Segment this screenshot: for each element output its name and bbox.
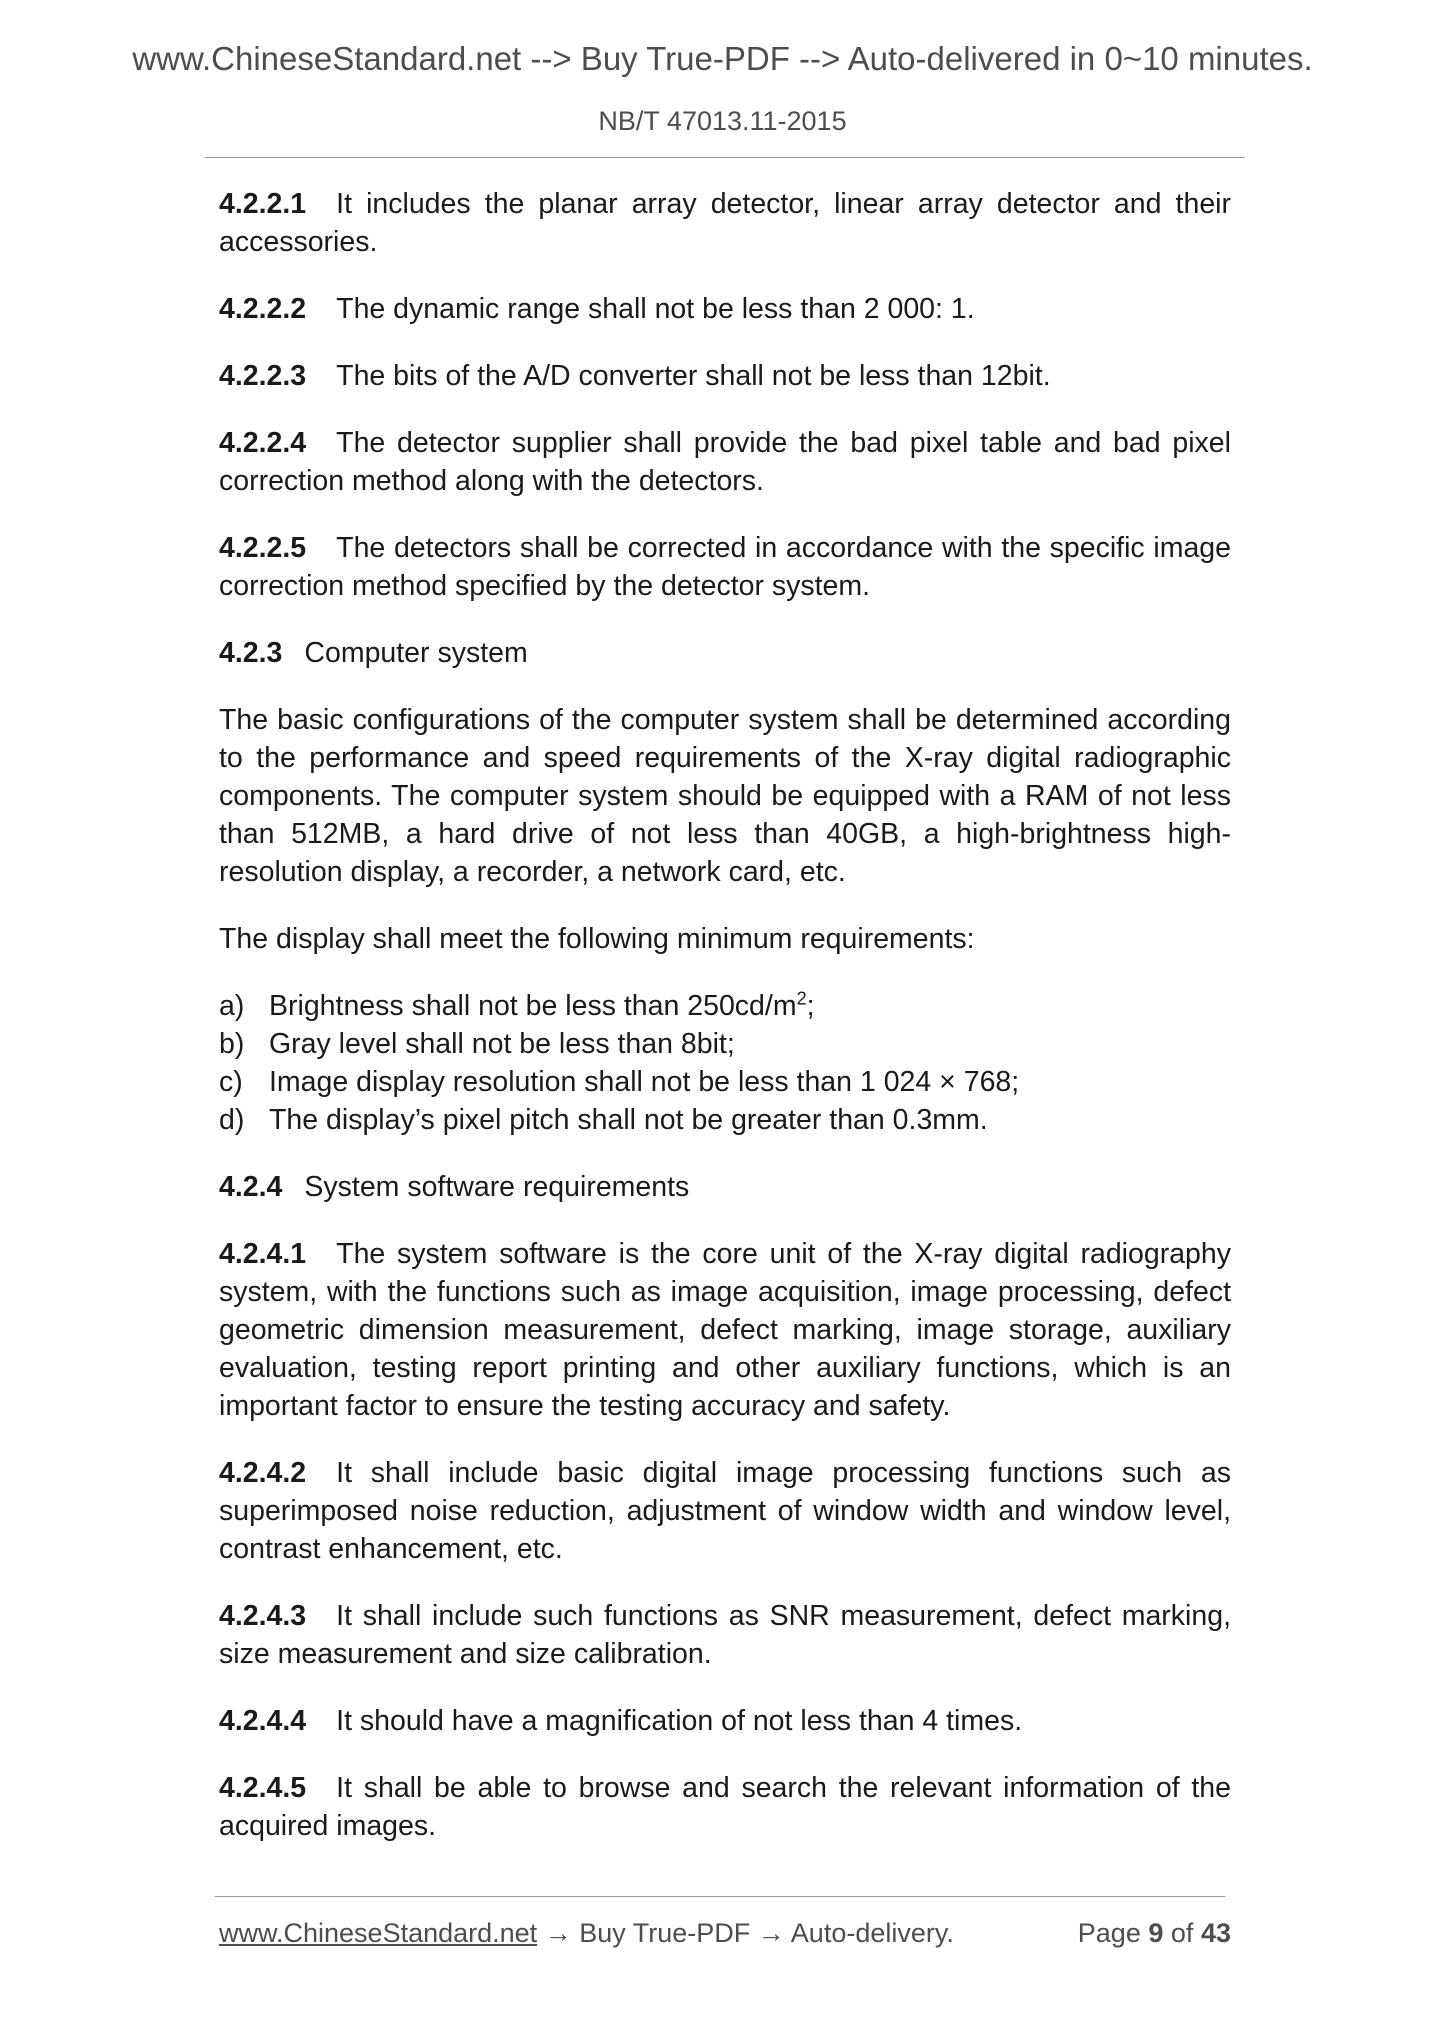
clause-text: It shall be able to browse and search the relevant information of the acquired images. bbox=[219, 1772, 1231, 1842]
clause-number: 4.2.2.3 bbox=[219, 360, 307, 392]
display-requirements-list bbox=[219, 987, 1231, 1139]
clause-text: It includes the planar array detector, linear array detector and their accessories. bbox=[219, 188, 1231, 258]
page-content bbox=[219, 185, 1231, 1874]
clause-4-2-4-1 bbox=[219, 1235, 1231, 1425]
clause-text: It should have a magnification of not less than 4 times. bbox=[336, 1705, 1023, 1737]
of-label: of bbox=[1170, 1918, 1194, 1948]
section-4-2-3-heading bbox=[219, 634, 1231, 672]
clause-4-2-2-4 bbox=[219, 424, 1231, 500]
list-marker: d) bbox=[219, 1104, 245, 1136]
footer-auto-text: Auto-delivery. bbox=[790, 1918, 954, 1948]
display-intro: The display shall meet the following minimum requirements: bbox=[219, 923, 975, 955]
list-text: Brightness shall not be less than 250cd/m bbox=[269, 990, 797, 1022]
list-text: The display’s pixel pitch shall not be greater than 0.3mm. bbox=[269, 1104, 988, 1136]
clause-text: It shall include basic digital image processing functions such as superimposed noise reduction, adjustment of window width and window level, contrast enhancement, etc. bbox=[219, 1457, 1231, 1565]
section-number: 4.2.3 bbox=[219, 637, 283, 669]
clause-number: 4.2.4.5 bbox=[219, 1772, 307, 1804]
clause-text: The detector supplier shall provide the bad pixel table and bad pixel correction method along with the detectors. bbox=[219, 427, 1231, 497]
clause-4-2-4-5 bbox=[219, 1769, 1231, 1845]
clause-number: 4.2.2.5 bbox=[219, 532, 307, 564]
list-item bbox=[219, 987, 1231, 1025]
clause-4-2-2-5 bbox=[219, 529, 1231, 605]
header-banner: www.ChineseStandard.net --> Buy True-PDF --> Auto-delivered in 0~10 minutes. bbox=[132, 40, 1313, 77]
list-marker: c) bbox=[219, 1066, 243, 1098]
clause-4-2-2-2 bbox=[219, 290, 1231, 328]
clause-text: The bits of the A/D converter shall not be less than 12bit. bbox=[336, 360, 1051, 392]
page-number: 9 bbox=[1148, 1918, 1164, 1948]
clause-text: The detectors shall be corrected in accordance with the specific image correction method specified by the detector system. bbox=[219, 532, 1231, 602]
clause-4-2-2-3 bbox=[219, 357, 1231, 395]
footer-site-link[interactable]: www.ChineseStandard.net bbox=[219, 1918, 538, 1948]
page-label: Page bbox=[1077, 1918, 1141, 1948]
clause-number: 4.2.4.3 bbox=[219, 1600, 307, 1632]
clause-4-2-4-3 bbox=[219, 1597, 1231, 1673]
clause-number: 4.2.2.2 bbox=[219, 293, 307, 325]
section-title: System software requirements bbox=[304, 1171, 690, 1203]
list-marker: a) bbox=[219, 990, 245, 1022]
section-4-2-4-heading bbox=[219, 1168, 1231, 1206]
page-footer bbox=[219, 1918, 1231, 1958]
computer-system-paragraph: The basic configurations of the computer system shall be determined according to the performance and speed requirements of the X-ray digital radiographic components. The computer system should be equipped with a RAM of not less than 512MB, a hard drive of not less than 40GB, a high-brightness high-resolution display, a recorder, a network card, etc. bbox=[219, 704, 1231, 888]
clause-number: 4.2.4.4 bbox=[219, 1705, 307, 1737]
arrow-icon: → bbox=[544, 1918, 572, 1948]
document-id: NB/T 47013.11-2015 bbox=[598, 106, 847, 136]
clause-number: 4.2.2.1 bbox=[219, 188, 307, 220]
clause-text: It shall include such functions as SNR measurement, defect marking, size measurement and size calibration. bbox=[219, 1600, 1231, 1670]
clause-text: The system software is the core unit of the X-ray digital radiography system, with the functions such as image acquisition, image processing, defect geometric dimension measurement, defect marking, image storage, auxiliary evaluation, testing report printing and other auxiliary functions, which is an important factor to ensure the testing accuracy and safety. bbox=[219, 1238, 1231, 1422]
list-text-tail: ; bbox=[806, 990, 815, 1022]
superscript: 2 bbox=[796, 988, 807, 1009]
clause-4-2-4-2 bbox=[219, 1454, 1231, 1568]
clause-4-2-4-4 bbox=[219, 1702, 1231, 1740]
footer-buy-text: Buy True-PDF bbox=[579, 1918, 751, 1948]
page-indicator bbox=[1078, 1918, 1231, 1949]
footer-divider bbox=[215, 1896, 1225, 1897]
header-divider bbox=[205, 157, 1245, 158]
clause-text: The dynamic range shall not be less than 2 000: 1. bbox=[336, 293, 975, 325]
section-number: 4.2.4 bbox=[219, 1171, 283, 1203]
list-text: Gray level shall not be less than 8bit; bbox=[269, 1028, 735, 1060]
clause-4-2-2-1 bbox=[219, 185, 1231, 261]
section-title: Computer system bbox=[304, 637, 528, 669]
arrow-icon: → bbox=[757, 1918, 785, 1948]
clause-number: 4.2.4.2 bbox=[219, 1457, 307, 1489]
list-text: Image display resolution shall not be less than 1 024 × 768; bbox=[269, 1066, 1020, 1098]
list-marker: b) bbox=[219, 1028, 245, 1060]
list-item bbox=[219, 1101, 1231, 1139]
list-item bbox=[219, 1025, 1231, 1063]
clause-number: 4.2.2.4 bbox=[219, 427, 307, 459]
page-total: 43 bbox=[1200, 1918, 1231, 1948]
clause-number: 4.2.4.1 bbox=[219, 1238, 307, 1270]
list-item bbox=[219, 1063, 1231, 1101]
